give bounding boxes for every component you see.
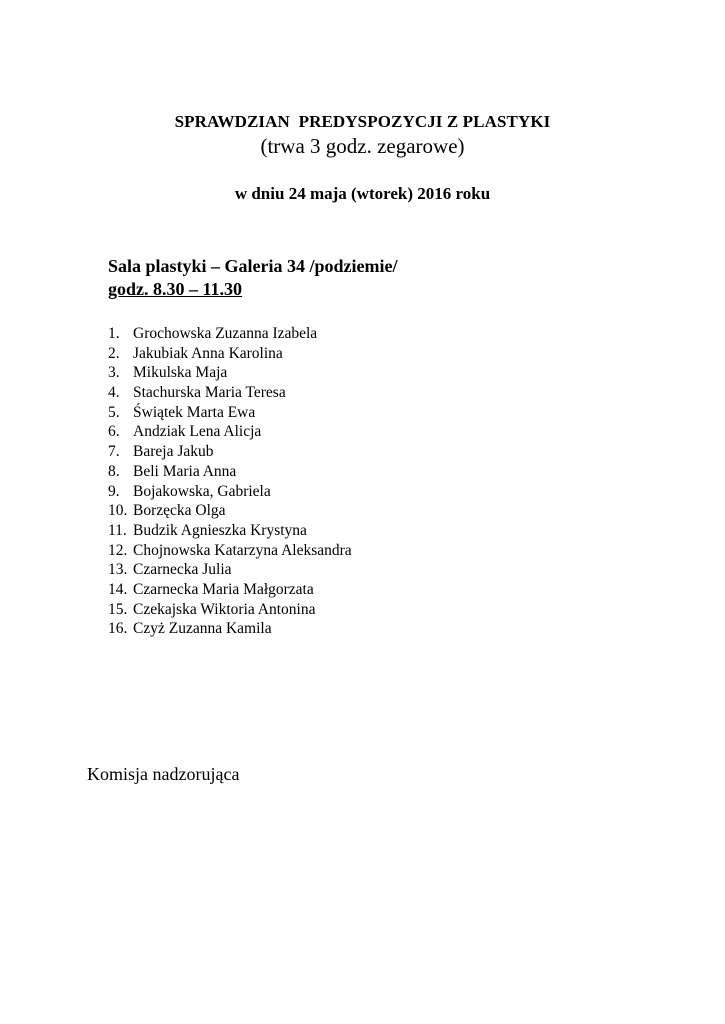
exam-hours: godz. 8.30 – 11.30 xyxy=(108,279,243,299)
list-item xyxy=(108,580,352,600)
list-number: 12. xyxy=(108,541,128,559)
list-number: 13. xyxy=(108,561,128,579)
list-item xyxy=(108,363,352,383)
list-item xyxy=(108,482,352,502)
list-number: 6. xyxy=(108,423,120,441)
list-item xyxy=(108,403,352,423)
student-name: Borzęcka Olga xyxy=(133,502,226,520)
student-name: Czekajska Wiktoria Antonina xyxy=(133,600,316,618)
student-name: Bojakowska, Gabriela xyxy=(133,482,271,500)
list-number: 5. xyxy=(108,403,120,421)
duration-note: (trwa 3 godz. zegarowe) xyxy=(260,134,465,158)
list-number: 2. xyxy=(108,344,120,362)
list-number: 3. xyxy=(108,364,120,382)
list-number: 14. xyxy=(108,580,128,598)
list-item xyxy=(108,501,352,521)
student-name: Budzik Agnieszka Krystyna xyxy=(133,521,307,539)
student-list xyxy=(108,324,352,639)
student-name: Czarnecka Maria Małgorzata xyxy=(133,580,314,598)
list-item xyxy=(108,344,352,364)
list-item xyxy=(108,541,352,561)
list-item xyxy=(108,422,352,442)
student-name: Beli Maria Anna xyxy=(133,462,237,480)
list-item xyxy=(108,619,352,639)
list-number: 8. xyxy=(108,462,120,480)
student-name: Andziak Lena Alicja xyxy=(133,423,262,441)
committee-signature-label: Komisja nadzorująca xyxy=(87,764,240,784)
list-item xyxy=(108,560,352,580)
list-item xyxy=(108,462,352,482)
document-title: SPRAWDZIAN PREDYSPOZYCJI Z PLASTYKI xyxy=(174,112,551,131)
list-item xyxy=(108,383,352,403)
list-item xyxy=(108,324,352,344)
list-number: 16. xyxy=(108,620,128,638)
student-name: Świątek Marta Ewa xyxy=(133,403,256,421)
student-name: Chojnowska Katarzyna Aleksandra xyxy=(133,541,352,559)
exam-date: w dniu 24 maja (wtorek) 2016 roku xyxy=(234,184,491,203)
student-name: Grochowska Zuzanna Izabela xyxy=(133,325,318,342)
list-item xyxy=(108,521,352,541)
list-number: 9. xyxy=(108,482,120,500)
list-number: 11. xyxy=(108,521,127,539)
list-item xyxy=(108,600,352,620)
list-number: 7. xyxy=(108,443,120,461)
list-item xyxy=(108,442,352,462)
list-number: 1. xyxy=(108,325,120,342)
student-name: Bareja Jakub xyxy=(133,443,214,461)
list-number: 15. xyxy=(108,600,128,618)
student-name: Jakubiak Anna Karolina xyxy=(133,344,283,362)
student-name: Mikulska Maja xyxy=(133,364,228,382)
student-name: Czarnecka Julia xyxy=(133,561,232,579)
student-name: Czyż Zuzanna Kamila xyxy=(133,620,272,638)
room-location: Sala plastyki – Galeria 34 /podziemie/ xyxy=(108,256,398,276)
list-number: 4. xyxy=(108,384,120,402)
list-number: 10. xyxy=(108,502,128,520)
student-name: Stachurska Maria Teresa xyxy=(133,384,286,402)
